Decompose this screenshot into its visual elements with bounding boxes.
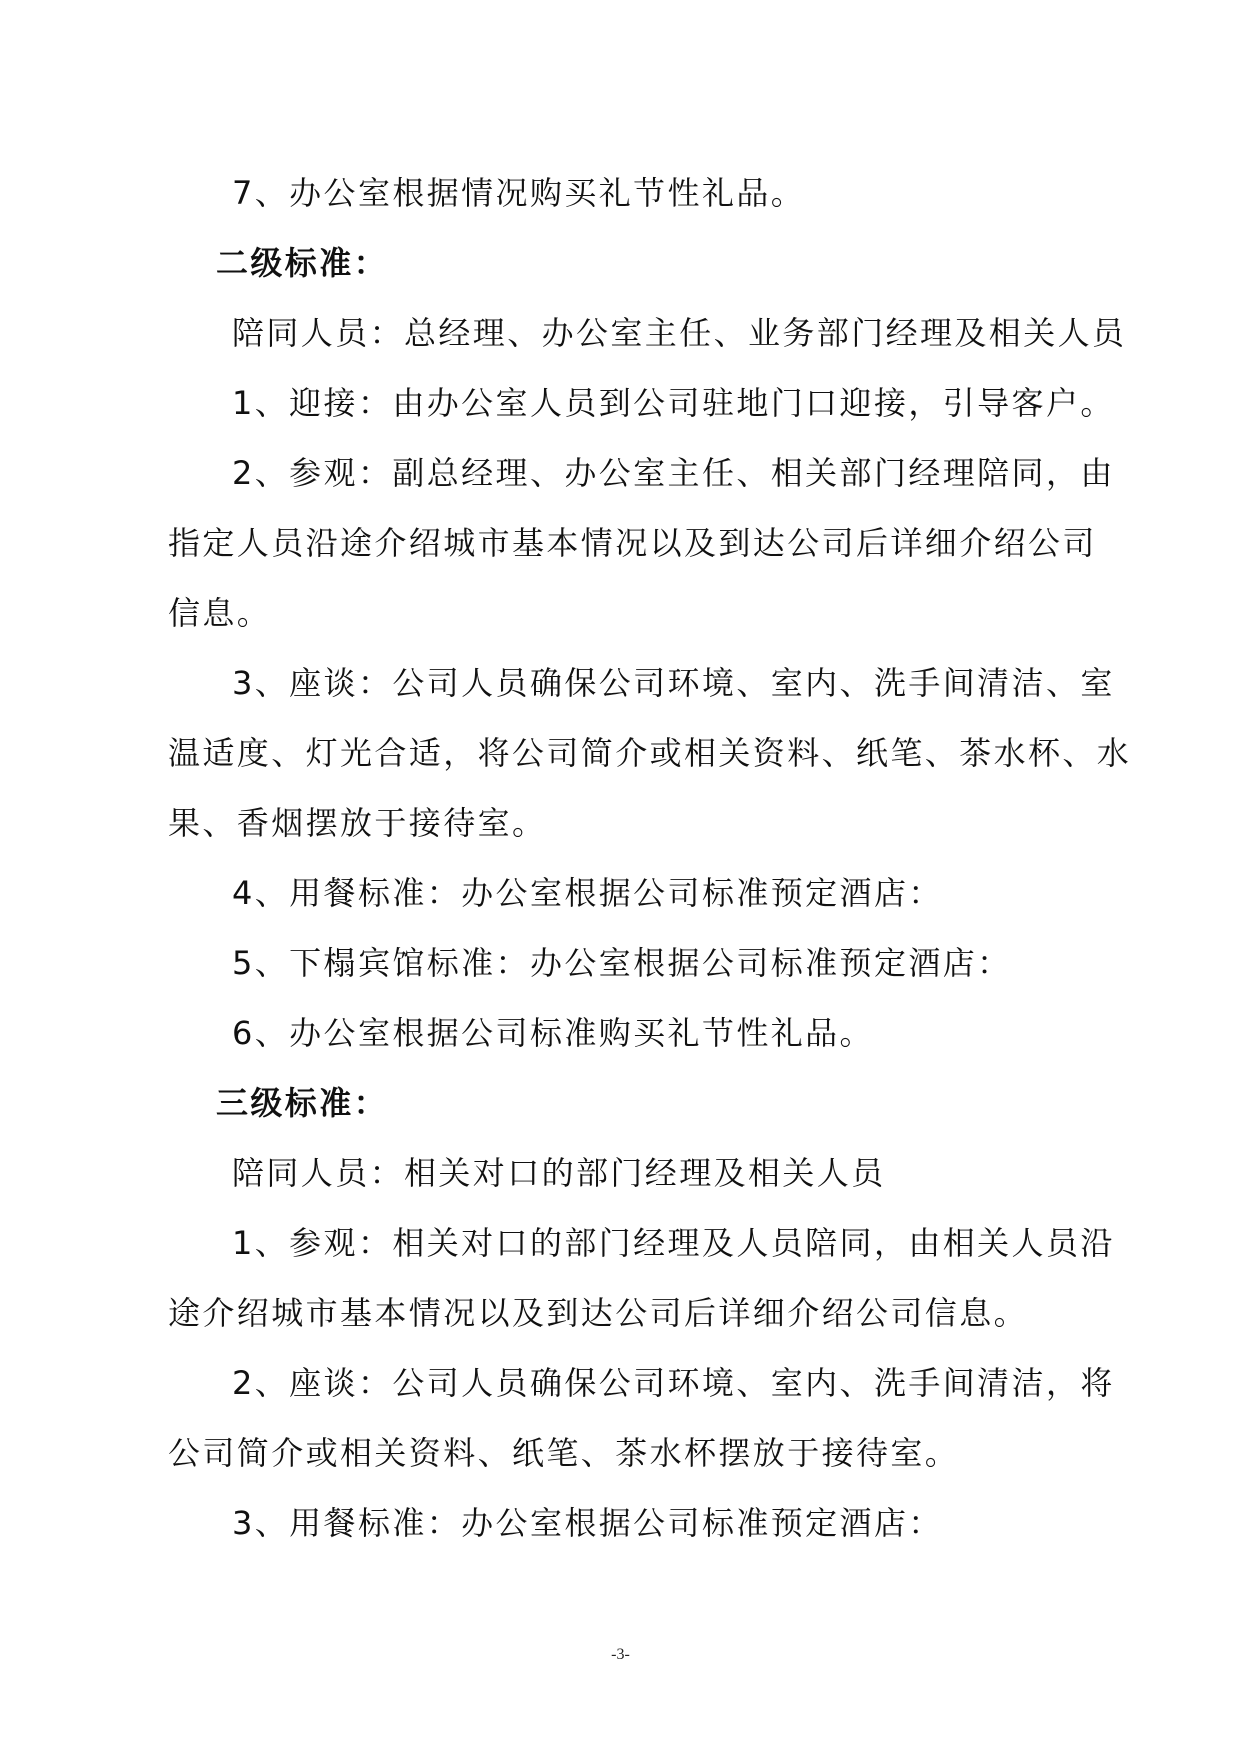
list-item-gift: 7、办公室根据情况购买礼节性礼品。 (232, 174, 806, 212)
section-heading-level-3: 三级标准： (216, 1084, 389, 1122)
list-item-gift: 6、办公室根据公司标准购买礼节性礼品。 (232, 1014, 874, 1052)
escort-staff-line: 陪同人员：相关对口的部门经理及相关人员 (232, 1154, 886, 1192)
list-item-visit: 1、参观：相关对口的部门经理及人员陪同，由相关人员沿 (232, 1224, 1115, 1262)
list-item-visit: 2、参观：副总经理、办公室主任、相关部门经理陪同，由 (232, 454, 1115, 492)
list-item-visit-cont: 途介绍城市基本情况以及到达公司后详细介绍公司信息。 (168, 1294, 1029, 1332)
escort-staff-line: 陪同人员：总经理、办公室主任、业务部门经理及相关人员 (232, 314, 1127, 352)
list-item-visit-cont: 信息。 (168, 594, 272, 632)
list-item-greeting: 1、迎接：由办公室人员到公司驻地门口迎接，引导客户。 (232, 384, 1115, 422)
list-item-meeting-cont: 公司简介或相关资料、纸笔、茶水杯摆放于接待室。 (168, 1434, 960, 1472)
body-text (168, 158, 1132, 1558)
list-item-meeting-cont: 温适度、灯光合适，将公司简介或相关资料、纸笔、茶水杯、水 (168, 734, 1132, 772)
section-heading-level-2: 二级标准： (216, 244, 389, 282)
list-item-meeting-cont: 果、香烟摆放于接待室。 (168, 804, 547, 842)
list-item-hotel: 5、下榻宾馆标准：办公室根据公司标准预定酒店： (232, 944, 1012, 982)
list-item-meeting: 2、座谈：公司人员确保公司环境、室内、洗手间清洁，将 (232, 1364, 1115, 1402)
list-item-visit-cont: 指定人员沿途介绍城市基本情况以及到达公司后详细介绍公司 (168, 524, 1097, 562)
list-item-meeting: 3、座谈：公司人员确保公司环境、室内、洗手间清洁、室 (232, 664, 1115, 702)
page-number: -3- (611, 1646, 630, 1663)
list-item-dining: 4、用餐标准：办公室根据公司标准预定酒店： (232, 874, 943, 912)
list-item-dining: 3、用餐标准：办公室根据公司标准预定酒店： (232, 1504, 943, 1542)
